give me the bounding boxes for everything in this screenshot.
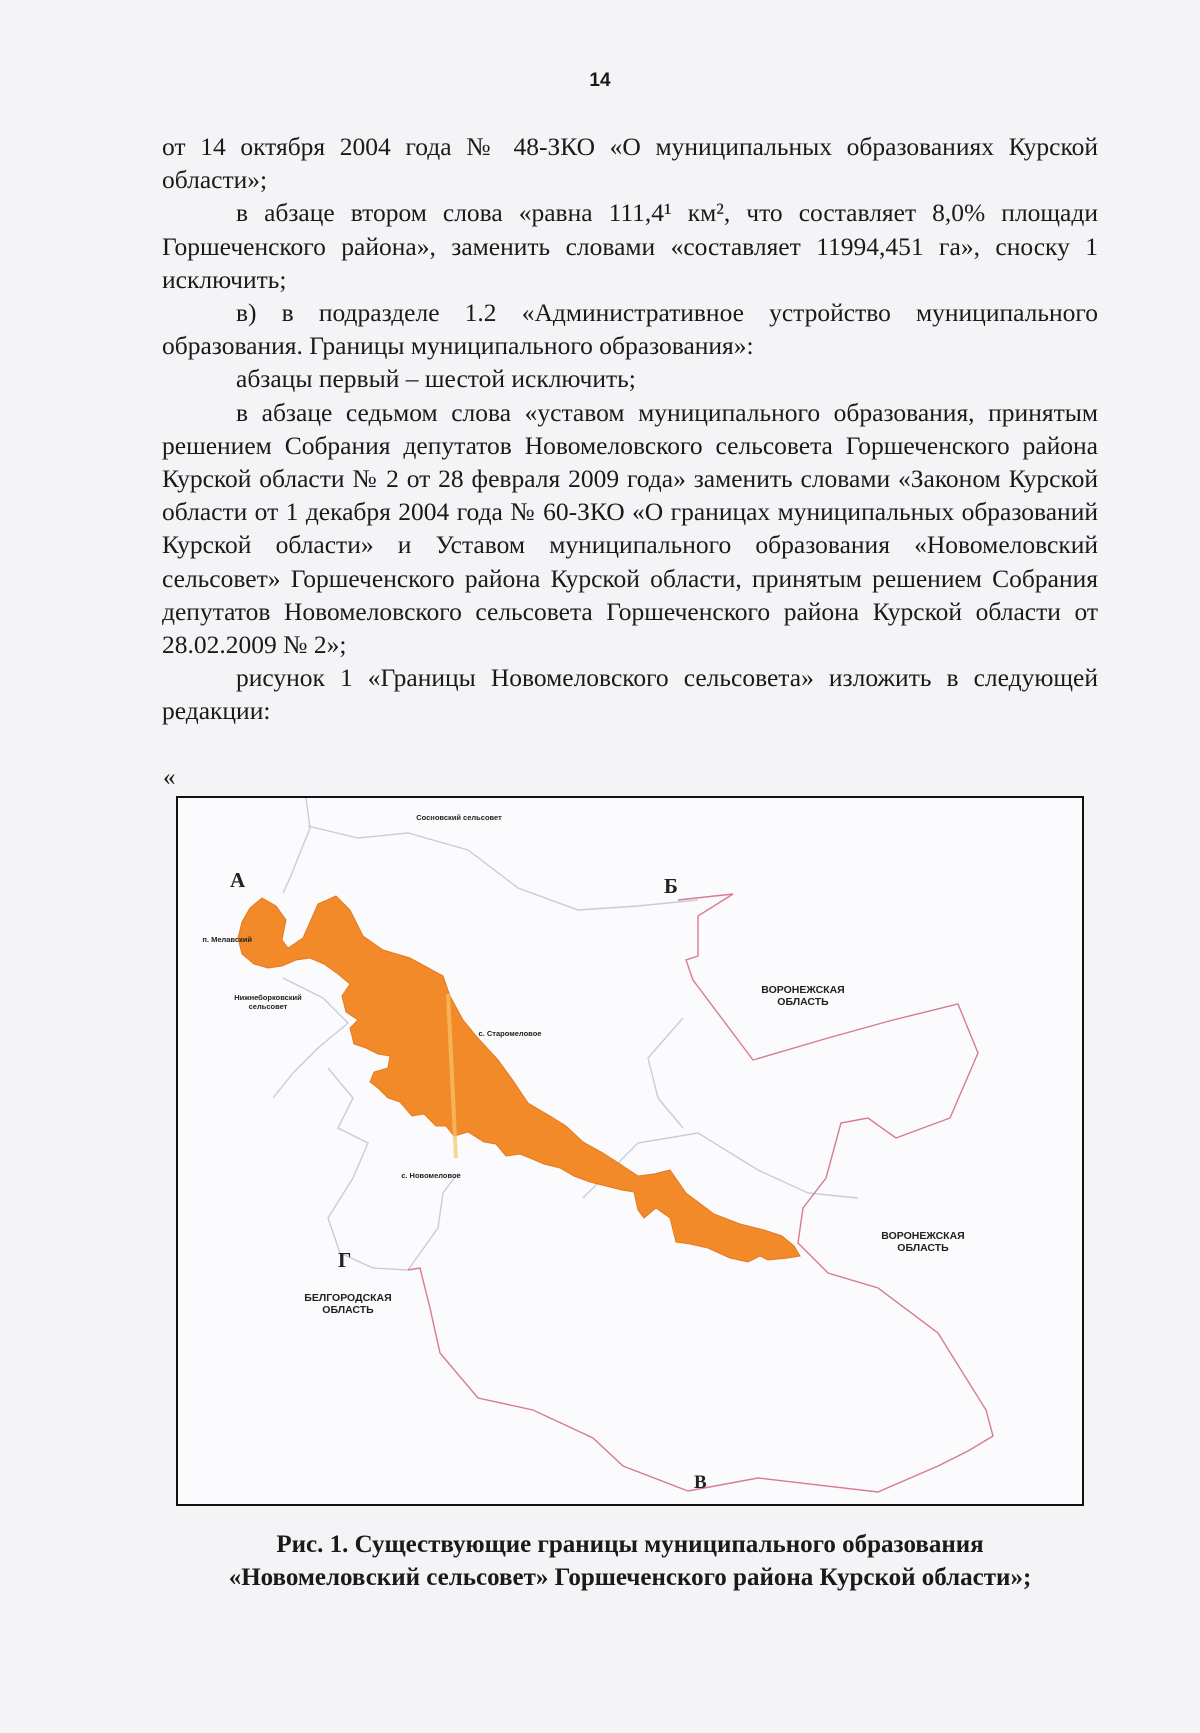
label-nizhneborkovsky: Нижнеборковский сельсовет (234, 993, 302, 1011)
label-novomelovoe: с. Новомеловое (401, 1171, 461, 1180)
paragraph: в) в подразделе 1.2 «Административное устройство муниципального образования. Границы муниципального образования»: (162, 298, 1098, 361)
label-belgorod: БЕЛГОРОДСКАЯ ОБЛАСТЬ (304, 1292, 392, 1317)
corner-letter-b: Б (664, 874, 678, 898)
paragraph: от 14 октября 2004 года № 48-ЗКО «О муниципальных образованиях Курской области»; (162, 132, 1098, 195)
map-drawing (178, 798, 1082, 1504)
label-melavsky: п. Мелавский (202, 935, 252, 944)
paragraph: рисунок 1 «Границы Новомеловского сельсовета» изложить в следующей редакции: (162, 663, 1098, 726)
boundary-map (176, 796, 1084, 1506)
corner-letter-v: В (694, 1472, 707, 1493)
region-borders (408, 894, 993, 1492)
caption-line-2: «Новомеловский сельсовет» Горшеченского района Курской области»; (228, 1564, 1032, 1591)
label-sosnovsky: Сосновский сельсовет (416, 813, 502, 822)
opening-quote: « (163, 764, 176, 791)
figure-caption (130, 1528, 1130, 1594)
label-voronezh-east: ВОРОНЕЖСКАЯ ОБЛАСТЬ (881, 1230, 965, 1255)
label-staromelovoe: с. Старомеловое (478, 1029, 542, 1038)
paragraph: в абзаце втором слова «равна 111,4¹ км², что составляет 8,0% площади Горшеченского района», заменить словами «составляет 11994,451 га», сноску 1 исключить; (162, 198, 1098, 294)
paragraph: в абзаце седьмом слова «уставом муниципального образования, принятым решением Собрания депутатов Новомеловского сельсовета Горшеченского района Курской области № 2 от 28 февраля 2009 года» заменить словами «Законом Курской области от 1 декабря 2004 года № 60-ЗКО «О границах муниципальных образований Курской области» и Уставом муниципального образования «Новомеловский сельсовет» Горшеченского района Курской области, принятым решением Собрания депутатов Новомеловского сельсовета Горшеченского района Курской области от 28.02.2009 № 2»; (162, 397, 1098, 660)
corner-letter-a: А (230, 868, 246, 892)
caption-line-1: Рис. 1. Существующие границы муниципального образования (276, 1531, 984, 1558)
label-voronezh-north: ВОРОНЕЖСКАЯ ОБЛАСТЬ (761, 984, 845, 1009)
body-text (162, 130, 1098, 728)
paragraph: абзацы первый – шестой исключить; (236, 364, 636, 394)
corner-letter-g: Г (338, 1248, 352, 1272)
page-number: 14 (589, 70, 611, 91)
territory-shape (238, 896, 800, 1262)
